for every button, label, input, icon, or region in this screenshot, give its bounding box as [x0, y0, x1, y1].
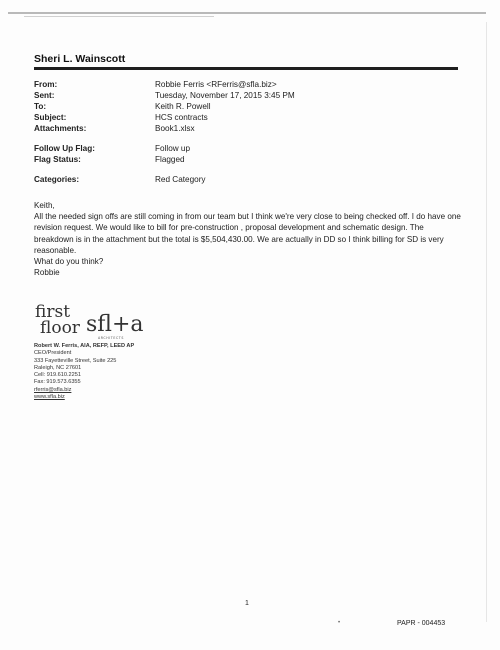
stray-mark: • — [338, 620, 341, 626]
header-label: Follow Up Flag: — [34, 144, 95, 153]
signature-cell: Cell: 919.610.2251 — [34, 372, 81, 379]
header-label: Sent: — [34, 91, 55, 100]
header-value: Book1.xlsx — [155, 124, 195, 133]
header-value: Red Category — [155, 175, 206, 184]
header-label: Attachments: — [34, 124, 87, 133]
logo-floor-text: floor — [40, 318, 80, 338]
logo-sfla-text: sfl+a — [86, 312, 144, 337]
email-paragraph: All the needed sign offs are still coming in from our team but I think we're very close to being checked off. I do have one revision request. We would like to bill for pre-construction , proposal development and schematic design. The breakdown is in the attachment but the total is $5,504,430.00. We are actually in DD so I think billing for SD is very reasonable. — [34, 212, 461, 255]
email-sign-off: Robbie — [34, 268, 60, 278]
header-label: Subject: — [34, 113, 67, 122]
header-value: Keith R. Powell — [155, 102, 211, 111]
signature-address-line1: 333 Fayetteville Street, Suite 225 — [34, 357, 117, 364]
email-question: What do you think? — [34, 257, 104, 267]
bates-number: PAPR - 004453 — [397, 620, 446, 627]
signature-email-link[interactable]: rferris@sfla.biz — [34, 386, 72, 393]
header-label: Flag Status: — [34, 155, 81, 164]
signature-website-link[interactable]: www.sfla.biz — [34, 394, 65, 401]
signature-name: Robert W. Ferris, AIA, REFP, LEED AP — [34, 343, 135, 349]
logo-architects-text: ARCHITECTS — [98, 336, 124, 340]
header-value: Tuesday, November 17, 2015 3:45 PM — [155, 91, 295, 100]
scan-edge-line — [486, 22, 487, 622]
logo-first-text: first — [35, 302, 71, 322]
email-signature — [34, 343, 134, 401]
scan-edge-line — [24, 16, 214, 17]
header-value: HCS contracts — [155, 113, 208, 122]
email-body — [34, 200, 464, 278]
header-label: To: — [34, 102, 47, 111]
scan-edge-line — [8, 12, 486, 14]
company-logo — [34, 300, 154, 344]
signature-address-line2: Raleigh, NC 27601 — [34, 364, 82, 371]
page-number: 1 — [245, 600, 249, 607]
header-value: Flagged — [155, 155, 185, 164]
signature-title: CEO/President — [34, 350, 72, 357]
header-divider — [34, 67, 458, 70]
sender-heading: Sheri L. Wainscott — [34, 53, 126, 65]
header-value: Robbie Ferris <RFerris@sfla.biz> — [155, 80, 277, 89]
header-label: Categories: — [34, 175, 80, 184]
header-value: Follow up — [155, 144, 191, 153]
header-label: From: — [34, 80, 58, 89]
email-greeting: Keith, — [34, 201, 55, 210]
signature-fax: Fax: 919.573.6355 — [34, 379, 81, 386]
